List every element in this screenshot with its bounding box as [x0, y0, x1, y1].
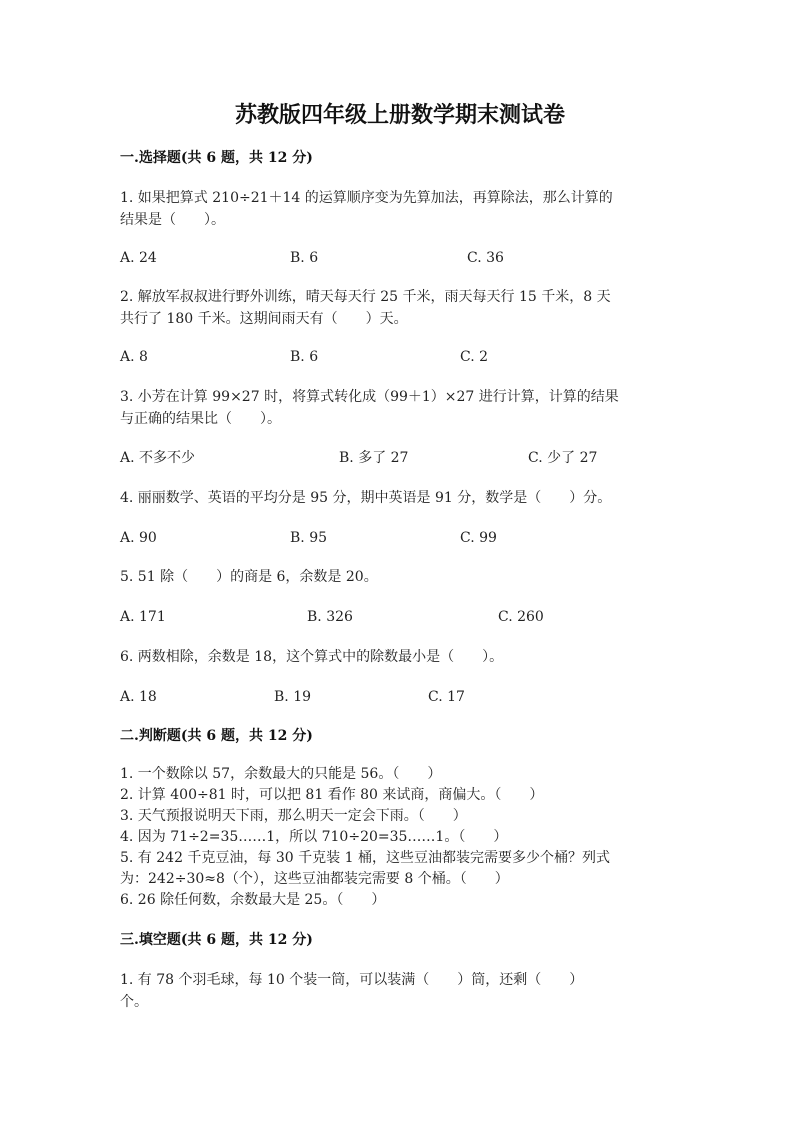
- judge-item-1: 1. 一个数除以 57，余数最大的只能是 56。（ ）: [120, 766, 442, 782]
- question-2-line-2: 共行了 180 千米。这期间雨天有（ ）天。: [120, 311, 408, 327]
- judge-item-2: 2. 计算 400÷81 时，可以把 81 看作 80 来试商，商偏大。（ ）: [120, 787, 544, 803]
- question-3-option-a: A. 不多不少: [120, 450, 196, 466]
- question-1-option-c: C. 36: [467, 250, 504, 266]
- question-3-line-2: 与正确的结果比（ ）。: [120, 411, 281, 427]
- question-1-line-2: 结果是（ ）。: [120, 212, 225, 228]
- judge-item-4: 4. 因为 71÷2=35……1，所以 710÷20=35……1。（ ）: [120, 829, 508, 845]
- question-2-option-c: C. 2: [460, 349, 489, 365]
- question-2-option-a: A. 8: [120, 349, 148, 365]
- question-6-line-1: 6. 两数相除，余数是 18，这个算式中的除数最小是（ ）。: [120, 649, 504, 665]
- page-title: 苏教版四年级上册数学期末测试卷: [234, 102, 565, 128]
- question-1-line-1: 1. 如果把算式 210÷21＋14 的运算顺序变为先算加法，再算除法，那么计算的: [120, 190, 613, 206]
- section-heading-fill: 三.填空题(共 6 题，共 12 分): [120, 932, 313, 948]
- question-4-line-1: 4. 丽丽数学、英语的平均分是 95 分，期中英语是 91 分，数学是（ ）分。: [120, 490, 612, 506]
- question-5-option-a: A. 171: [120, 609, 166, 625]
- question-3-option-b: B. 多了 27: [339, 450, 409, 466]
- judge-item-6: 6. 26 除任何数，余数最大是 25。（ ）: [120, 892, 386, 908]
- fill-question-1-line-2: 个。: [120, 994, 148, 1010]
- judge-item-5-line-1: 5. 有 242 千克豆油，每 30 千克装 1 桶，这些豆油都装完需要多少个桶？列式: [120, 850, 610, 866]
- section-heading-choice: 一.选择题(共 6 题，共 12 分): [120, 150, 313, 166]
- judge-item-3: 3. 天气预报说明天下雨，那么明天一定会下雨。（ ）: [120, 808, 467, 824]
- question-3-option-c: C. 少了 27: [528, 450, 598, 466]
- fill-question-1-line-1: 1. 有 78 个羽毛球，每 10 个装一筒，可以装满（ ）筒，还剩（ ）: [120, 972, 584, 988]
- question-3-line-1: 3. 小芳在计算 99×27 时，将算式转化成（99＋1）×27 进行计算，计算的结果: [120, 389, 619, 405]
- question-4-option-c: C. 99: [460, 530, 497, 546]
- judge-item-5-line-2: 为：242÷30≈8（个），这些豆油都装完需要 8 个桶。（ ）: [120, 871, 509, 887]
- question-6-option-a: A. 18: [120, 689, 157, 705]
- question-5-line-1: 5. 51 除（ ）的商是 6，余数是 20。: [120, 569, 378, 585]
- question-6-option-b: B. 19: [274, 689, 312, 705]
- question-6-option-c: C. 17: [428, 689, 465, 705]
- question-2-line-1: 2. 解放军叔叔进行野外训练，晴天每天行 25 千米，雨天每天行 15 千米，8 天: [120, 289, 611, 305]
- question-4-option-a: A. 90: [120, 530, 157, 546]
- question-4-option-b: B. 95: [290, 530, 328, 546]
- question-1-option-b: B. 6: [290, 250, 319, 266]
- question-2-option-b: B. 6: [290, 349, 319, 365]
- question-5-option-b: B. 326: [307, 609, 353, 625]
- question-1-option-a: A. 24: [120, 250, 157, 266]
- section-heading-judge: 二.判断题(共 6 题，共 12 分): [120, 728, 313, 744]
- question-5-option-c: C. 260: [498, 609, 544, 625]
